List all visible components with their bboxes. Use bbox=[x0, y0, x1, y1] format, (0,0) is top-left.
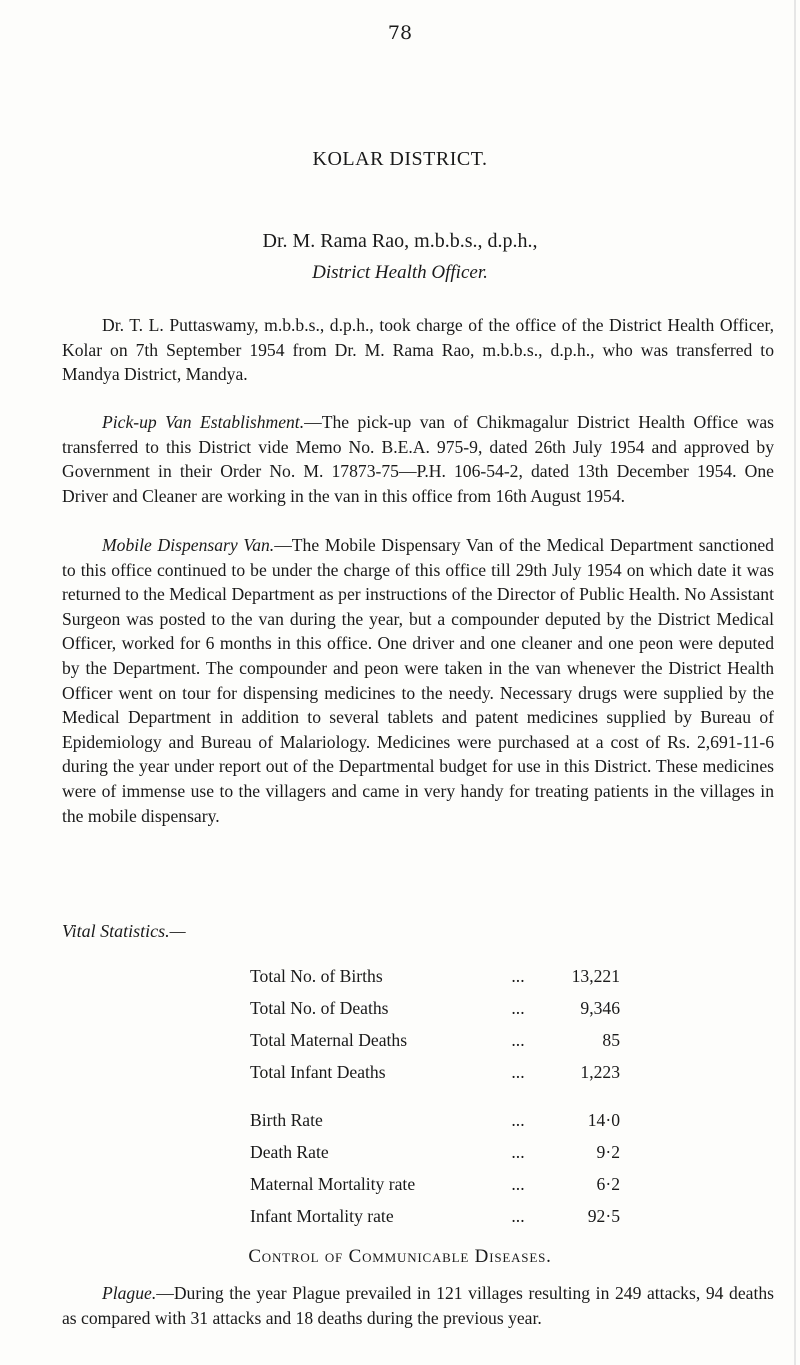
row-label: Infant Mortality rate bbox=[250, 1205, 394, 1226]
page-number: 78 bbox=[387, 22, 413, 44]
table-row bbox=[250, 1168, 630, 1200]
row-value: 9·2 bbox=[596, 1141, 620, 1162]
pickup-van-paragraph bbox=[62, 410, 774, 508]
row-value: 92·5 bbox=[587, 1205, 620, 1226]
officer-name: Dr. M. Rama Rao, m.b.b.s., d.p.h., bbox=[262, 230, 538, 252]
row-label: Maternal Mortality rate bbox=[250, 1173, 416, 1194]
leader-dots: ... bbox=[511, 1173, 525, 1194]
vital-counts-table bbox=[250, 960, 630, 1088]
table-row bbox=[250, 1024, 630, 1056]
row-value: 14·0 bbox=[587, 1109, 620, 1130]
leader-dots: ... bbox=[511, 1109, 525, 1130]
table-row bbox=[250, 992, 630, 1024]
table-row bbox=[250, 960, 630, 992]
row-label: Total Infant Deaths bbox=[250, 1061, 386, 1082]
table-row bbox=[250, 1200, 630, 1232]
vital-statistics-heading: Vital Statistics.— bbox=[62, 921, 186, 941]
row-label: Death Rate bbox=[250, 1141, 329, 1162]
mobile-dispensary-body: —The Mobile Dispensary Van of the Medical Department sanctioned to this office continued to be under the charge of this office till 29th July 1954 on which date it was returned to the Medical Department as per instructions of the Director of Public Health. No Assistant Surgeon was posted to the van during the year, but a compounder deputed by the District Medical Officer, worked for 6 months in this office. One driver and one cleaner and one peon were deputed by the Department. The compounder and peon were taken in the van whenever the District Health Officer went on tour for dispensing medicines to the needy. Necessary drugs were supplied by the Medical Department in addition to several tablets and patent medicines supplied by Bureau of Epidemiology and Bureau of Malariology. Medicines were purchased at a cost of Rs. 2,691-11-6 during the year under report out of the Departmental budget for use in this District. These medicines were of immense use to the villagers and came in very handy for treating patients in the villages in the mobile dispensary. bbox=[62, 535, 774, 826]
row-value: 9,346 bbox=[580, 997, 620, 1018]
leader-dots: ... bbox=[511, 1061, 525, 1082]
row-label: Total No. of Births bbox=[250, 965, 383, 986]
plague-lead: Plague. bbox=[102, 1283, 157, 1303]
row-value: 1,223 bbox=[580, 1061, 620, 1082]
table-row bbox=[250, 1056, 630, 1088]
row-value: 13,221 bbox=[571, 965, 620, 986]
leader-dots: ... bbox=[511, 997, 525, 1018]
plague-paragraph bbox=[62, 1281, 774, 1330]
intro-paragraph: Dr. T. L. Puttaswamy, m.b.b.s., d.p.h., took charge of the office of the District Health Officer, Kolar on 7th September 1954 from Dr. M. Rama Rao, m.b.b.s., d.p.h., who was transferred to Mandya District, Mandya. bbox=[62, 315, 774, 385]
row-label: Birth Rate bbox=[250, 1109, 323, 1130]
row-value: 6·2 bbox=[596, 1173, 620, 1194]
row-label: Total Maternal Deaths bbox=[250, 1029, 408, 1050]
communicable-diseases-heading: Control of Communicable Diseases. bbox=[248, 1246, 552, 1267]
pickup-van-body: —The pick-up van of Chikmagalur District Health Office was transferred to this District vide Memo No. B.E.A. 975-9, dated 26th July 1954 and approved by Government in their Order No. M. 17873-75—P.H. 106-54-2, dated 13th December 1954. One Driver and Cleaner are working in the van in this office from 16th August 1954. bbox=[62, 412, 774, 506]
row-label: Total No. of Deaths bbox=[250, 997, 389, 1018]
row-value: 85 bbox=[602, 1029, 620, 1050]
plague-body: —During the year Plague prevailed in 121 villages resulting in 249 attacks, 94 deaths as compared with 31 attacks and 18 deaths during the previous year. bbox=[62, 1283, 774, 1328]
district-heading: KOLAR DISTRICT. bbox=[312, 148, 488, 170]
mobile-dispensary-paragraph bbox=[62, 533, 774, 828]
officer-title: District Health Officer. bbox=[312, 262, 488, 283]
vital-rates-table bbox=[250, 1104, 630, 1232]
leader-dots: ... bbox=[511, 1205, 525, 1226]
mobile-dispensary-lead: Mobile Dispensary Van. bbox=[102, 535, 275, 555]
page-edge bbox=[794, 0, 796, 1365]
table-row bbox=[250, 1136, 630, 1168]
table-row bbox=[250, 1104, 630, 1136]
leader-dots: ... bbox=[511, 965, 525, 986]
pickup-van-lead: Pick-up Van Establishment. bbox=[102, 412, 305, 432]
leader-dots: ... bbox=[511, 1029, 525, 1050]
leader-dots: ... bbox=[511, 1141, 525, 1162]
